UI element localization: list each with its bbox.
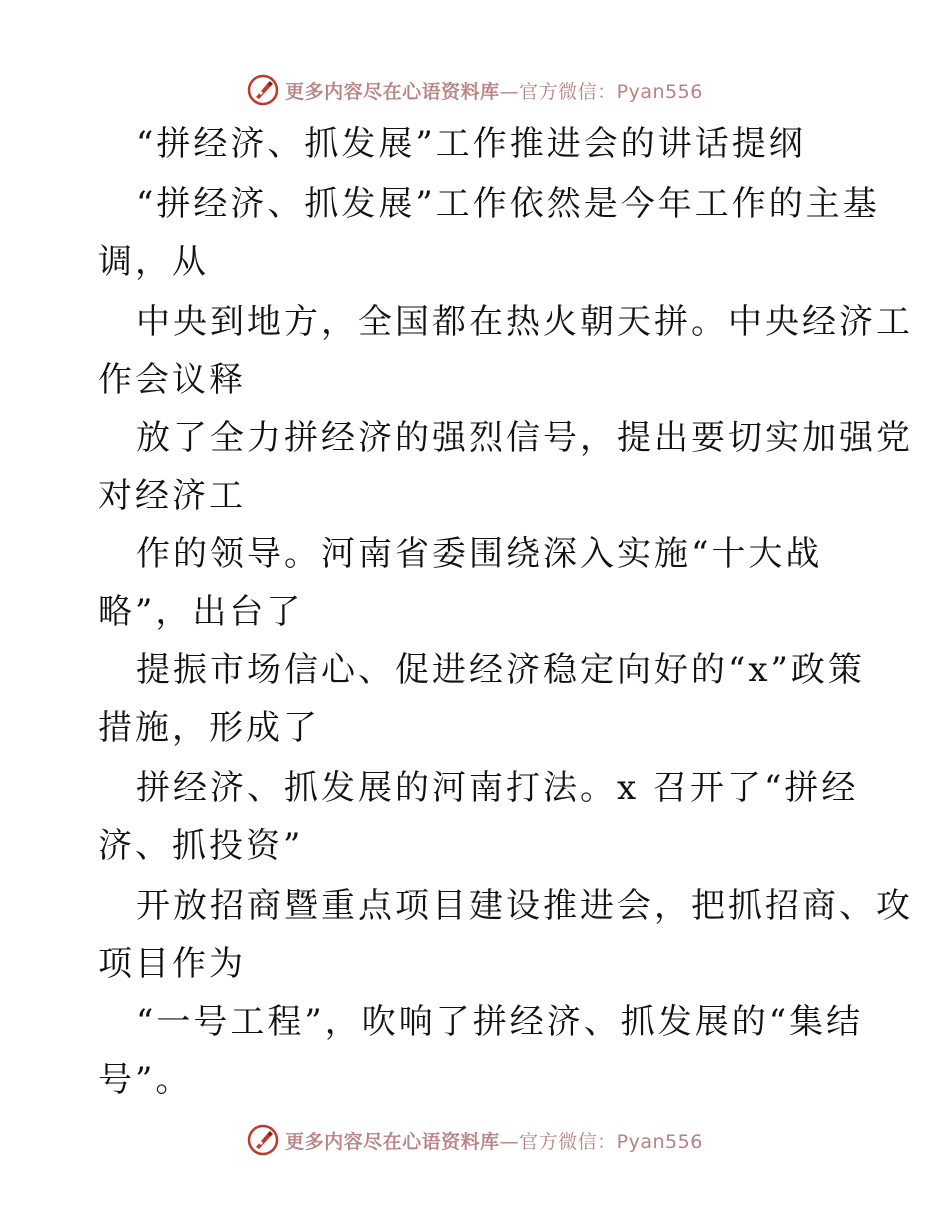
paragraph-line: 略”，出台了 xyxy=(98,592,304,632)
paragraph-line: 济、抓投资” xyxy=(98,826,304,866)
paragraph-line: 放了全力拼经济的强烈信号，提出要切实加强党 xyxy=(136,418,913,458)
paragraph-line: 提振市场信心、促进经济稳定向好的“x”政策 xyxy=(136,650,865,690)
footer-banner xyxy=(0,1120,950,1160)
paragraph-line: 作会议释 xyxy=(98,360,246,400)
paragraph-line: 措施，形成了 xyxy=(98,708,320,748)
paragraph-line: 中央到地方，全国都在热火朝天拼。中央经济工 xyxy=(136,302,913,342)
header-banner xyxy=(0,70,950,110)
banner-separator: — xyxy=(499,80,520,103)
paragraph-line: 对经济工 xyxy=(98,476,246,516)
banner-contact-text: 官方微信：Pyan556 xyxy=(519,80,703,103)
pen-nib-logo-icon xyxy=(247,1124,279,1156)
pen-nib-logo-icon xyxy=(247,74,279,106)
document-title: “拼经济、抓发展”工作推进会的讲话提纲 xyxy=(136,124,806,164)
banner-brand-text: 更多内容尽在心语资料库 xyxy=(285,1130,500,1153)
banner-brand-text: 更多内容尽在心语资料库 xyxy=(285,80,500,103)
paragraph-line: “一号工程”，吹响了拼经济、抓发展的“集结 xyxy=(136,1002,864,1042)
banner-separator: — xyxy=(499,1130,520,1153)
paragraph-line: 作的领导。河南省委围绕深入实施“十大战 xyxy=(136,534,823,574)
banner-text xyxy=(285,1127,703,1154)
paragraph-line: 拼经济、抓发展的河南打法。x 召开了“拼经 xyxy=(136,768,859,808)
paragraph-line: 项目作为 xyxy=(98,944,246,984)
banner-text xyxy=(285,77,703,104)
paragraph-line: “拼经济、抓发展”工作依然是今年工作的主基 xyxy=(136,184,880,224)
paragraph-line: 调，从 xyxy=(98,242,209,282)
paragraph-line: 号”。 xyxy=(98,1060,193,1100)
banner-contact-text: 官方微信：Pyan556 xyxy=(519,1130,703,1153)
paragraph-line: 开放招商暨重点项目建设推进会，把抓招商、攻 xyxy=(136,886,913,926)
